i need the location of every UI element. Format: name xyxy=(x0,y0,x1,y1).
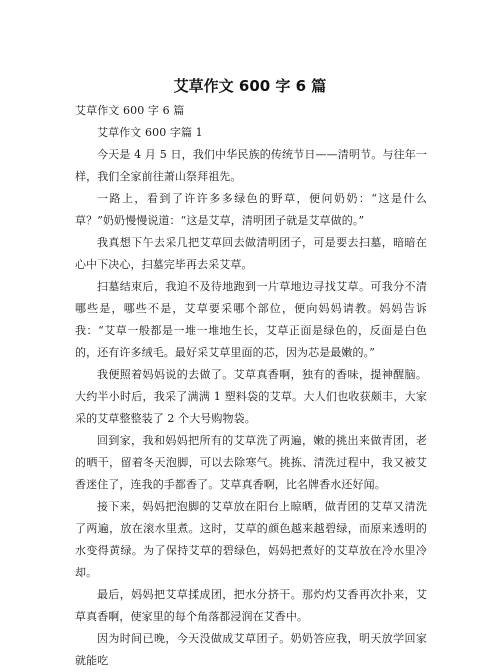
document-title: 艾草作文 600 字 6 篇 xyxy=(173,77,327,95)
paragraph: 我便照着妈妈说的去做了。艾草真香啊，独有的香味，提神醒脑。大约半小时后，我采了满满 1 塑料袋的艾草。大人们也收获颇丰，大家采的艾草整整装了 2 个大号购物袋。 xyxy=(75,368,427,425)
paragraph: 我真想下午去采几把艾草回去做清明团子，可是要去扫墓，暗暗在心中下决心，扫墓完毕再去采艾草。 xyxy=(75,236,427,271)
paragraph: 因为时间已晚，今天没做成艾草团子。奶奶答应我，明天放学回家就能吃 xyxy=(75,632,427,667)
paragraph: 一路上，看到了许许多多绿色的野草，便问奶奶：“这是什么草？”奶奶慢慢说道：“这是艾草，清明团子就是艾草做的。” xyxy=(75,192,427,227)
paragraph: 最后，妈妈把艾草揉成团，把水分挤干。那灼灼艾香再次扑来，艾草真香啊，使家里的每个角落都浸润在艾香中。 xyxy=(75,588,427,623)
doc-subtitle: 艾草作文 600 字 6 篇 xyxy=(75,104,185,117)
document-body xyxy=(75,100,427,672)
paragraph: 接下来，妈妈把泡脚的艾草放在阳台上晾晒，做青团的艾草又清洗了两遍，放在滚水里煮。这时，艾草的颜色越来越碧绿，而原来透明的水变得黄绿。为了保持艾草的碧绿色，妈妈把煮好的艾草放在冷水里冷却。 xyxy=(75,500,427,579)
paragraph: 回到家，我和妈妈把所有的艾草洗了两遍，嫩的挑出来做青团，老的晒干，留着冬天泡脚，可以去除寒气。挑拣、清洗过程中，我又被艾香迷住了，连我的手都香了。艾草真香啊，比名牌香水还好闻。 xyxy=(75,434,427,491)
paragraph: 扫墓结束后，我迫不及待地跑到一片草地边寻找艾草。可我分不清哪些是，哪些不是，艾草要采哪个部位，便向妈妈请教。妈妈告诉我：“艾草一般都是一堆一堆地生长，艾草正面是绿色的，反面是白色的，还有许多绒毛。最好采艾草里面的芯，因为芯是最嫩的。” xyxy=(75,280,427,359)
paragraph: 今天是 4 月 5 日，我们中华民族的传统节日——清明节。与往年一样，我们全家前往萧山祭拜祖先。 xyxy=(75,148,427,183)
section-heading: 艾草作文 600 字篇 1 xyxy=(97,126,203,139)
